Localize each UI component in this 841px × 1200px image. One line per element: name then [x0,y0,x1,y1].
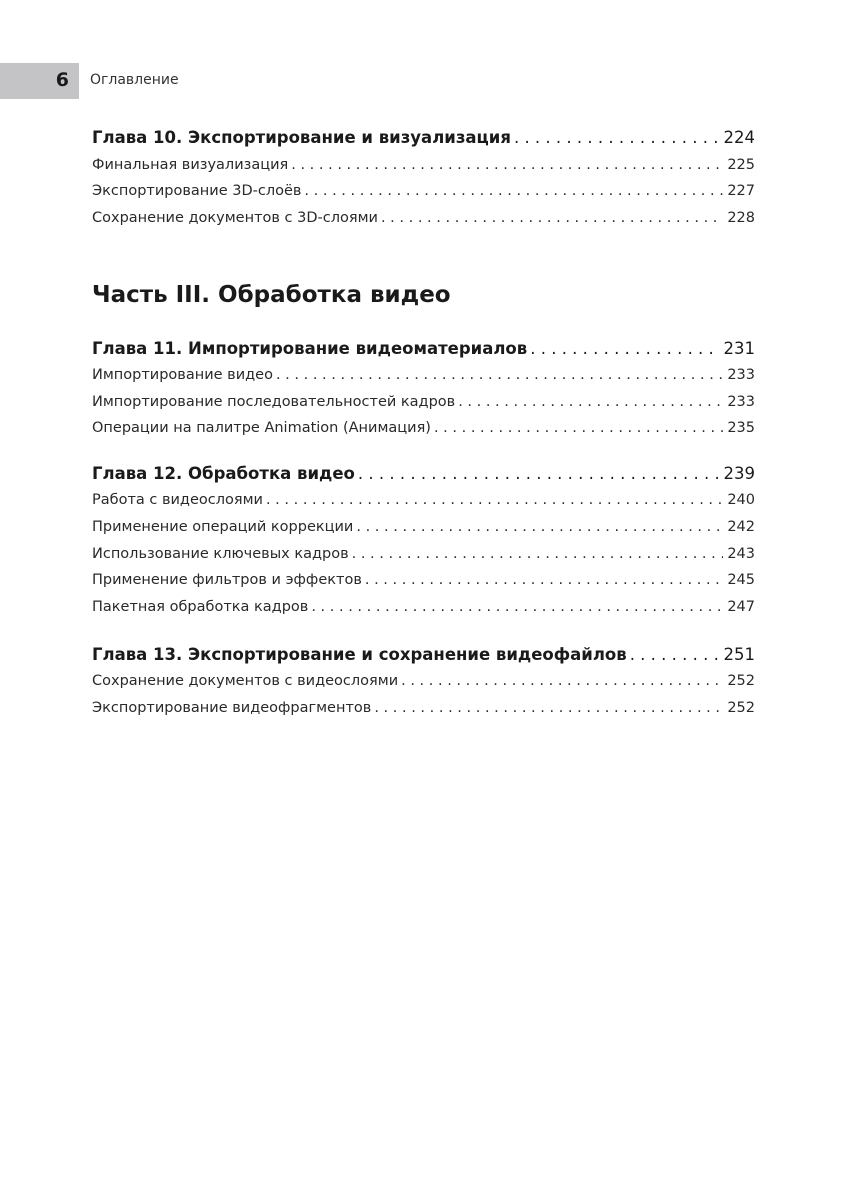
dot-leader [358,464,720,483]
running-title: Оглавление [90,72,179,88]
toc-title: Экспортирование 3D-слоёв [92,183,302,199]
toc-page: 240 [727,492,755,508]
toc-entry[interactable] [92,599,755,615]
toc-title: Сохранение документов с 3D-слоями [92,210,378,226]
toc-entry[interactable] [92,492,755,508]
toc-entry[interactable] [92,420,755,436]
toc-page: 239 [723,464,755,483]
dot-leader [311,599,723,615]
toc-page: 252 [727,673,755,689]
toc-title: Использование ключевых кадров [92,546,349,562]
dot-leader [374,700,723,716]
dot-leader [530,339,719,358]
toc-entry[interactable] [92,394,755,410]
toc-title: Финальная визуализация [92,157,289,173]
toc-page: 225 [727,157,755,173]
toc-entry[interactable] [92,157,755,173]
toc-title: Импортирование последовательностей кадров [92,394,456,410]
toc-page: 247 [727,599,755,615]
dot-leader [352,546,724,562]
toc-title: Применение фильтров и эффектов [92,572,362,588]
toc-chapter[interactable] [92,464,755,483]
toc-page: 242 [727,519,755,535]
dot-leader [266,492,723,508]
toc-title: Пакетная обработка кадров [92,599,309,615]
dot-leader [365,572,723,588]
toc-page: 233 [727,394,755,410]
toc-title: Операции на палитре Animation (Анимация) [92,420,431,436]
dot-leader [458,394,723,410]
toc-title: Глава 12. Обработка видео [92,464,355,483]
dot-leader [291,157,723,173]
dot-leader [304,183,723,199]
page-number-box [0,63,79,99]
toc-entry[interactable] [92,700,755,716]
toc-page: 227 [727,183,755,199]
toc-page: 243 [727,546,755,562]
toc-page: 233 [727,367,755,383]
toc-entry[interactable] [92,519,755,535]
toc-title: Сохранение документов с видеослоями [92,673,399,689]
toc-title: Работа с видеослоями [92,492,263,508]
toc-page: 228 [727,210,755,226]
toc-page: 235 [727,420,755,436]
toc-title: Импортирование видео [92,367,273,383]
dot-leader [514,128,720,147]
dot-leader [381,210,723,226]
toc-page: 252 [727,700,755,716]
toc-entry[interactable] [92,210,755,226]
toc-chapter[interactable] [92,339,755,358]
page-number: 6 [55,69,69,91]
dot-leader [356,519,723,535]
dot-leader [434,420,723,436]
toc-page: 224 [723,128,755,147]
toc-chapter[interactable] [92,645,755,664]
toc-entry[interactable] [92,183,755,199]
toc-title: Глава 11. Импортирование видеоматериалов [92,339,528,358]
toc-title: Глава 13. Экспортирование и сохранение видеофайлов [92,645,627,664]
toc-title: Экспортирование видеофрагментов [92,700,372,716]
toc-page: 245 [727,572,755,588]
toc-entry[interactable] [92,673,755,689]
toc-title: Применение операций коррекции [92,519,354,535]
toc-entry[interactable] [92,546,755,562]
toc-entry[interactable] [92,367,755,383]
part-title: Часть III. Обработка видео [92,282,451,308]
toc-entry[interactable] [92,572,755,588]
dot-leader [276,367,723,383]
dot-leader [630,645,720,664]
toc-page: 231 [723,339,755,358]
dot-leader [401,673,723,689]
toc-title: Глава 10. Экспортирование и визуализация [92,128,511,147]
toc-chapter[interactable] [92,128,755,147]
toc-page: 251 [723,645,755,664]
